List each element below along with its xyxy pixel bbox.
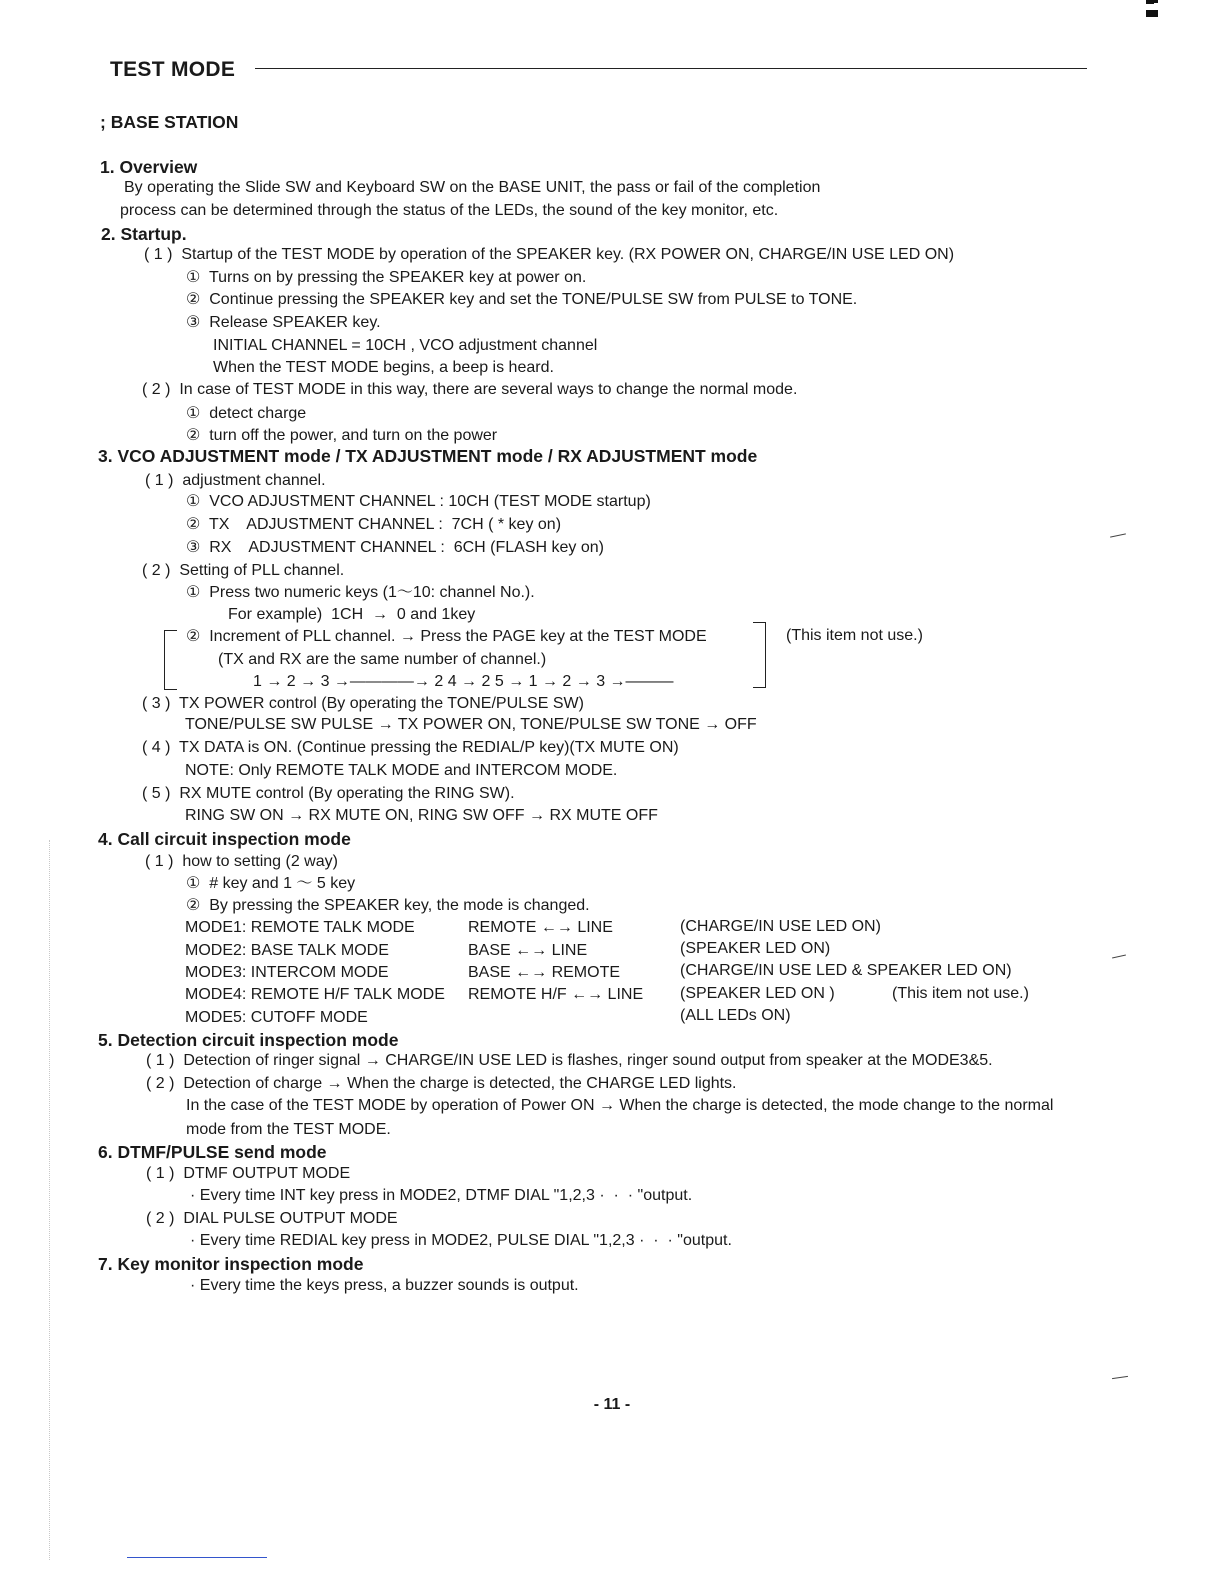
text-line: ( 2 ) In case of TEST MODE in this way, there are several ways to change the normal mode. xyxy=(142,381,798,398)
section-heading: 1. Overview xyxy=(100,157,198,177)
section-heading: 3. VCO ADJUSTMENT mode / TX ADJUSTMENT mode / RX ADJUSTMENT mode xyxy=(98,446,758,466)
text-line: INITIAL CHANNEL = 10CH , VCO adjustment channel xyxy=(213,337,598,354)
section-heading: 4. Call circuit inspection mode xyxy=(98,829,351,849)
page-number: - 11 - xyxy=(593,1396,631,1413)
corner-mark-bottom xyxy=(1146,10,1158,17)
section-heading: ; BASE STATION xyxy=(100,112,239,132)
text-line: ① detect charge xyxy=(186,405,307,422)
text-line: (CHARGE/IN USE LED ON) xyxy=(680,918,881,935)
page-title: TEST MODE xyxy=(110,58,236,81)
text-line: ( 2 ) Setting of PLL channel. xyxy=(142,562,345,579)
text-line: TONE/PULSE SW PULSE → TX POWER ON, TONE/PULSE SW TONE → OFF xyxy=(185,716,757,733)
text-line: ② Increment of PLL channel. → Press the PAGE key at the TEST MODE xyxy=(186,628,707,645)
text-line: · Every time the keys press, a buzzer sounds is output. xyxy=(190,1277,579,1294)
text-line: MODE5: CUTOFF MODE xyxy=(185,1009,368,1026)
text-line: BASE ←→ LINE xyxy=(468,942,588,959)
text-line: By operating the Slide SW and Keyboard SW on the BASE UNIT, the pass or fail of the completion xyxy=(124,179,821,196)
text-line: ① Press two numeric keys (1～10: channel No.). xyxy=(186,584,535,601)
corner-mark-mid xyxy=(1146,0,1158,3)
text-line: · Every time REDIAL key press in MODE2, PULSE DIAL "1,2,3 · · · "output. xyxy=(190,1232,732,1249)
text-line: BASE ←→ REMOTE xyxy=(468,964,621,981)
text-line: (ALL LEDs ON) xyxy=(680,1007,791,1024)
text-line: 1 → 2 → 3 →————→ 2 4 → 2 5 → 1 → 2 → 3 →——— xyxy=(253,673,674,690)
margin-tick xyxy=(1112,1376,1128,1379)
text-line: When the TEST MODE begins, a beep is heard. xyxy=(213,359,554,376)
text-line: MODE4: REMOTE H/F TALK MODE xyxy=(185,986,445,1003)
text-line: mode from the TEST MODE. xyxy=(186,1121,391,1138)
text-line: MODE1: REMOTE TALK MODE xyxy=(185,919,415,936)
text-line: RING SW ON → RX MUTE ON, RING SW OFF → RX MUTE OFF xyxy=(185,807,658,824)
text-line: ( 5 ) RX MUTE control (By operating the RING SW). xyxy=(142,785,515,802)
footer-line xyxy=(127,1557,267,1558)
text-line: REMOTE ←→ LINE xyxy=(468,919,613,936)
text-line: process can be determined through the status of the LEDs, the sound of the key monitor, etc. xyxy=(120,202,779,219)
text-line: (This item not use.) xyxy=(786,627,923,644)
text-line: ( 1 ) Detection of ringer signal → CHARGE/IN USE LED is flashes, ringer sound output from speaker at the MODE3&5. xyxy=(146,1052,993,1069)
text-line: ( 3 ) TX POWER control (By operating the TONE/PULSE SW) xyxy=(142,695,584,712)
title-rule xyxy=(255,68,1087,69)
section-heading: 2. Startup. xyxy=(101,224,187,244)
text-line: ( 1 ) Startup of the TEST MODE by operation of the SPEAKER key. (RX POWER ON, CHARGE/IN USE LED ON) xyxy=(144,246,955,263)
section-heading: 5. Detection circuit inspection mode xyxy=(98,1030,399,1050)
text-line: ① VCO ADJUSTMENT CHANNEL : 10CH (TEST MODE startup) xyxy=(186,493,651,510)
text-line: MODE2: BASE TALK MODE xyxy=(185,942,389,959)
scan-edge xyxy=(49,840,50,1560)
text-line: REMOTE H/F ←→ LINE xyxy=(468,986,644,1003)
text-line: ( 1 ) how to setting (2 way) xyxy=(145,853,338,870)
text-line: ① Turns on by pressing the SPEAKER key at power on. xyxy=(186,269,587,286)
text-line: ( 2 ) DIAL PULSE OUTPUT MODE xyxy=(146,1210,398,1227)
text-line: (SPEAKER LED ON ) xyxy=(680,985,835,1002)
text-line: In the case of the TEST MODE by operation of Power ON → When the charge is detected, the mode change to the normal xyxy=(186,1097,1054,1114)
margin-tick xyxy=(1112,955,1126,959)
text-line: ② turn off the power, and turn on the power xyxy=(186,427,498,444)
text-line: (CHARGE/IN USE LED & SPEAKER LED ON) xyxy=(680,962,1012,979)
text-line: ② By pressing the SPEAKER key, the mode is changed. xyxy=(186,897,590,914)
text-line: (TX and RX are the same number of channel.) xyxy=(218,651,547,668)
margin-tick xyxy=(1110,533,1126,537)
section-heading: 7. Key monitor inspection mode xyxy=(98,1254,364,1274)
text-line: ③ Release SPEAKER key. xyxy=(186,314,381,331)
text-line: ( 2 ) Detection of charge → When the charge is detected, the CHARGE LED lights. xyxy=(146,1075,737,1092)
text-line: (SPEAKER LED ON) xyxy=(680,940,831,957)
text-line: ② TX ADJUSTMENT CHANNEL : 7CH ( * key on) xyxy=(186,516,562,533)
text-line: ① # key and 1 ～ 5 key xyxy=(186,875,356,892)
text-line: ③ RX ADJUSTMENT CHANNEL : 6CH (FLASH key on) xyxy=(186,539,604,556)
text-line: ( 4 ) TX DATA is ON. (Continue pressing the REDIAL/P key)(TX MUTE ON) xyxy=(142,739,679,756)
text-line: MODE3: INTERCOM MODE xyxy=(185,964,389,981)
text-line: ( 1 ) DTMF OUTPUT MODE xyxy=(146,1165,351,1182)
text-line: ( 1 ) adjustment channel. xyxy=(145,472,326,489)
text-line: NOTE: Only REMOTE TALK MODE and INTERCOM MODE. xyxy=(185,762,618,779)
left-bracket xyxy=(164,630,177,690)
text-line: · Every time INT key press in MODE2, DTMF DIAL "1,2,3 · · · "output. xyxy=(190,1187,693,1204)
text-line: (This item not use.) xyxy=(892,985,1029,1002)
right-bracket xyxy=(753,622,766,688)
section-heading: 6. DTMF/PULSE send mode xyxy=(98,1142,327,1162)
text-line: ② Continue pressing the SPEAKER key and set the TONE/PULSE SW from PULSE to TONE. xyxy=(186,291,858,308)
text-line: For example) 1CH → 0 and 1key xyxy=(228,606,476,623)
